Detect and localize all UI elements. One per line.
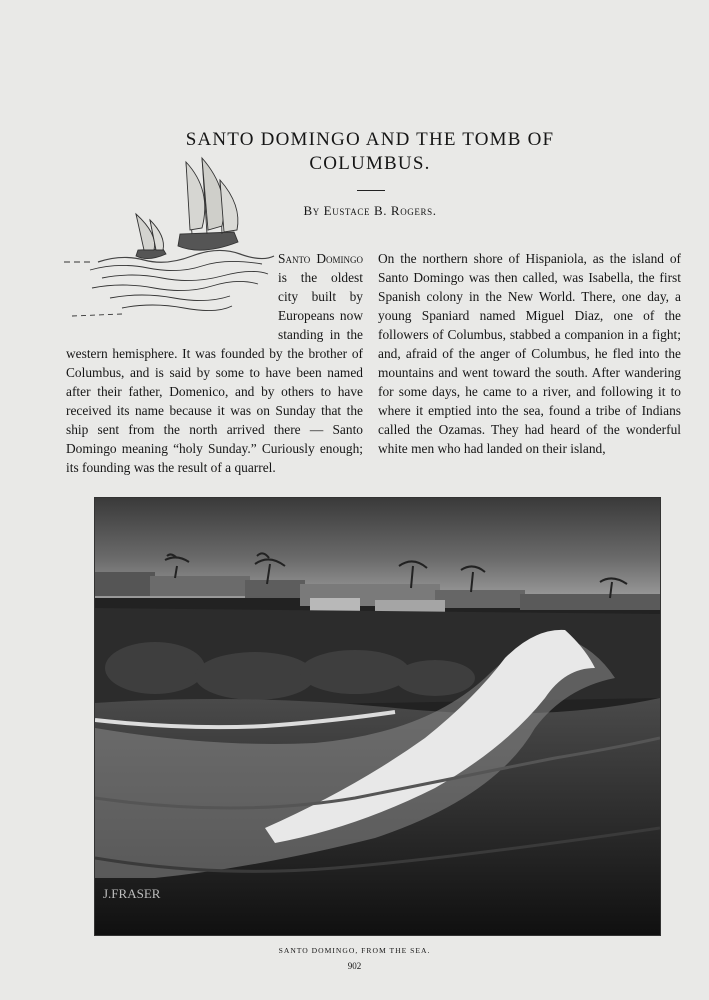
left-column-body: is the oldest city built by Europeans now standing in the western hemisphere. It was founded by the brother of Columbus, and is said by some to have been named after their father, Domenico, and by others to have received its name because it was on Sunday that the ship sent from the north arrived there — Santo Domingo meaning “holy Sunday.” Curiously enough; its founding was the result of a quarrel. — [66, 270, 363, 475]
byline-text: By Eustace B. Rogers. — [303, 203, 437, 218]
santo-domingo-sea-engraving — [94, 497, 661, 936]
artist-signature: J.FRASER — [103, 886, 161, 901]
article-byline — [240, 203, 500, 219]
illustration-caption: SANTO DOMINGO, FROM THE SEA. — [278, 946, 431, 955]
opening-small-caps: Santo Domingo — [278, 251, 363, 266]
right-column-text: On the northern shore of Hispaniola, as the island of Santo Domingo was then called, was Isabella, the first Spanish colony in the New World. There, one day, a young Spaniard named Miguel Diaz, one of the followers of Columbus, stabbed a companion in a fight; and, afraid of the anger of Columbus, he fled into the mountains and went toward the south. After wandering for some days, he came to a river, and following it to where it emptied into the sea, found a tribe of Indians called the Ozamas. They had heard of the wonderful white men who had landed on their island, — [378, 251, 681, 456]
article-title: SANTO DOMINGO AND THE TOMB OF COLUMBUS. — [185, 129, 555, 174]
illustration-wrap-space — [66, 249, 278, 342]
page-number: 902 — [347, 961, 362, 971]
left-column — [66, 249, 363, 489]
right-column — [378, 249, 681, 458]
title-divider — [357, 190, 385, 191]
